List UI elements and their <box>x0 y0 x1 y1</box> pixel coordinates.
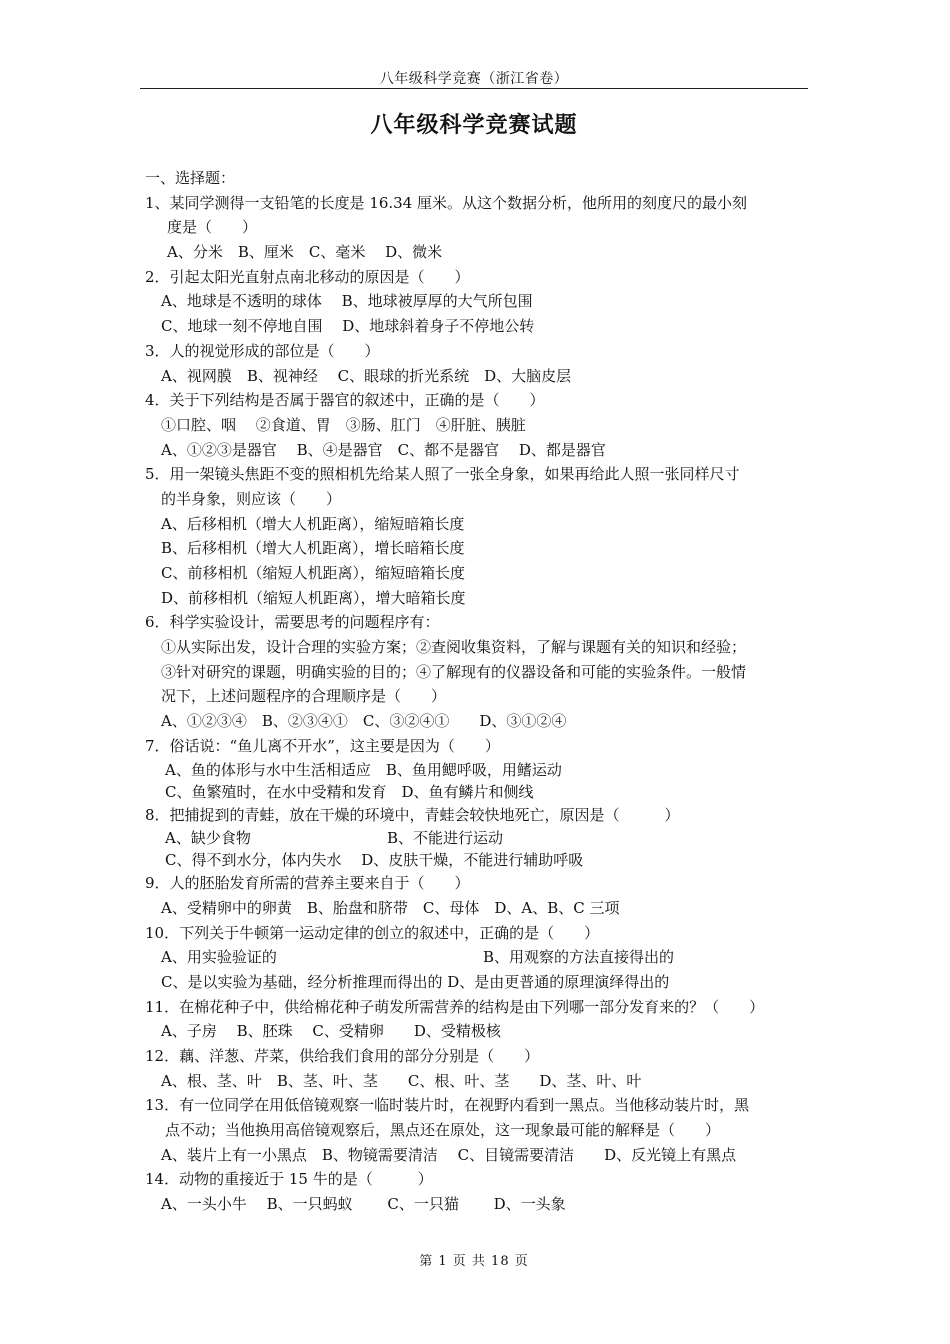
question-10-option-b: B、用观察的方法直接得出的 <box>483 948 675 967</box>
question-5-option-a: A、后移相机（增大人机距离），缩短暗箱长度 <box>161 514 465 533</box>
question-6: 6．科学实验设计，需要思考的问题程序有： <box>145 613 440 632</box>
question-1: 1、某同学测得一支铅笔的长度是 16.34 厘米。从这个数据分析，他所用的刻度尺的最小刻 <box>145 193 748 212</box>
question-5-option-d: D、前移相机（缩短人机距离），增大暗箱长度 <box>161 588 466 607</box>
question-3-options: A、视网膜 B、视神经 C、眼球的折光系统 D、大脑皮层 <box>161 366 572 385</box>
question-13-options: A、装片上有一小黑点 B、物镜需要清洁 C、目镜需要清洁 D、反光镜上有黑点 <box>161 1145 737 1164</box>
question-8-option-a: A、缺少食物 <box>165 829 251 848</box>
question-10-options-2: C、是以实验为基础，经分析推理而得出的 D、是由更普通的原理演绎得出的 <box>161 972 670 991</box>
question-6-options: A、①②③④ B、②③④① C、③②④① D、③①②④ <box>161 712 567 731</box>
question-5-option-c: C、前移相机（缩短人机距离），缩短暗箱长度 <box>161 564 465 582</box>
question-12: 12．藕、洋葱、芹菜，供给我们食用的部分分别是（ ） <box>145 1047 540 1065</box>
question-8-option-b: B、不能进行运动 <box>387 829 504 848</box>
question-11-options: A、子房 B、胚珠 C、受精卵 D、受精极核 <box>161 1022 501 1041</box>
question-6-step-2: ③针对研究的课题，明确实验的目的；④了解现有的仪器设备和可能的实验条件。一般情 <box>161 662 747 681</box>
question-10-options-1 <box>145 945 810 970</box>
question-5-option-b: B、后移相机（增大人机距离），增长暗箱长度 <box>161 539 465 558</box>
question-13-cont: 点不动；当他换用高倍镜观察后，黑点还在原处，这一现象最可能的解释是（ ） <box>165 1121 721 1140</box>
question-14-options: A、一头小牛 B、一只蚂蚁 C、一只猫 D、一头象 <box>161 1195 566 1214</box>
question-5-cont: 的半身象，则应该（ ） <box>161 489 342 508</box>
question-1-options: A、分米 B、厘米 C、毫米 D、微米 <box>167 243 443 262</box>
question-13: 13．有一位同学在用低倍镜观察一临时装片时，在视野内看到一黑点。当他移动装片时，黑 <box>145 1096 750 1115</box>
question-6-step-1: ①从实际出发，设计合理的实验方案；②查阅收集资料，了解与课题有关的知识和经验； <box>161 638 747 657</box>
question-7-options-1: A、鱼的体形与水中生活相适应 B、鱼用鳃呼吸，用鳍运动 <box>165 760 562 779</box>
question-8: 8．把捕捉到的青蛙，放在干燥的环境中，青蛙会较快地死亡，原因是（ ） <box>145 805 680 824</box>
question-4-statements: ①口腔、咽 ②食道、胃 ③肠、肛门 ④肝脏、胰脏 <box>161 415 526 434</box>
question-9: 9．人的胚胎发育所需的营养主要来自于（ ） <box>145 874 470 893</box>
question-11: 11．在棉花种子中，供给棉花种子萌发所需营养的结构是由下列哪一部分发育来的？（ ） <box>145 997 765 1016</box>
question-10-option-a: A、用实验验证的 <box>161 948 277 967</box>
question-10: 10．下列关于牛顿第一运动定律的创立的叙述中，正确的是（ ） <box>145 923 600 942</box>
question-12-options: A、根、茎、叶 B、茎、叶、茎 C、根、叶、茎 D、茎、叶、叶 <box>161 1071 642 1090</box>
question-list <box>145 166 810 1217</box>
question-2-options-2: C、地球一刻不停地自围 D、地球斜着身子不停地公转 <box>161 317 535 336</box>
question-6-step-3: 况下，上述问题程序的合理顺序是（ ） <box>161 687 447 706</box>
question-2-options-1: A、地球是不透明的球体 B、地球被厚厚的大气所包围 <box>161 292 533 311</box>
question-4-options: A、①②③是器官 B、④是器官 C、都不是器官 D、都是器官 <box>161 440 606 459</box>
header-divider <box>140 88 808 89</box>
question-9-options: A、受精卵中的卵黄 B、胎盘和脐带 C、母体 D、A、B、C 三项 <box>161 898 620 917</box>
question-7: 7．俗话说：“鱼儿离不开水”，这主要是因为（ ） <box>145 736 500 755</box>
page-title: 八年级科学竞赛试题 <box>370 113 578 138</box>
section-heading: 一、选择题： <box>145 169 236 187</box>
question-8-options-2: C、得不到水分，体内失水 D、皮肤干燥，不能进行辅助呼吸 <box>165 851 584 870</box>
page-footer: 第 1 页 共 18 页 <box>419 1254 529 1269</box>
question-2: 2．引起太阳光直射点南北移动的原因是（ ） <box>145 267 470 286</box>
question-8-options-1 <box>145 827 810 849</box>
question-14: 14．动物的重接近于 15 牛的是（ ） <box>145 1170 433 1189</box>
page-header: 八年级科学竞赛（浙江省卷） <box>379 71 569 87</box>
question-4: 4．关于下列结构是否属于器官的叙述中，正确的是（ ） <box>145 391 545 410</box>
question-3: 3．人的视觉形成的部位是（ ） <box>145 341 380 360</box>
question-5: 5．用一架镜头焦距不变的照相机先给某人照了一张全身象，如果再给此人照一张同样尺寸 <box>145 465 740 484</box>
question-1-cont: 度是（ ） <box>167 218 258 237</box>
question-7-options-2: C、鱼繁殖时，在水中受精和发育 D、鱼有鳞片和侧线 <box>165 782 534 801</box>
